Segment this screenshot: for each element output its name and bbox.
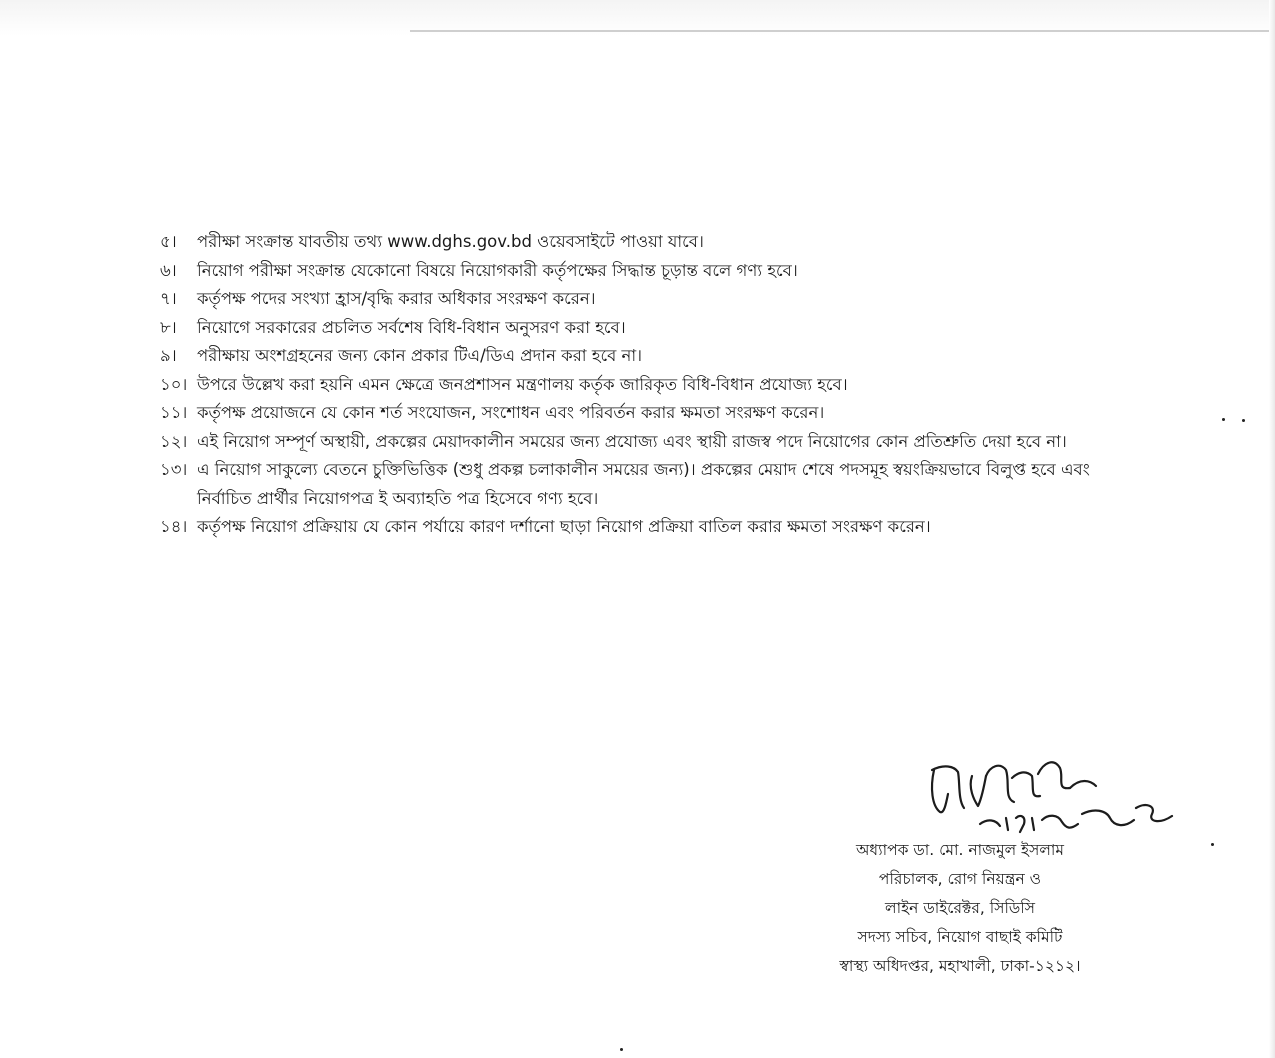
clause-text: কর্তৃপক্ষ প্রয়োজনে যে কোন শর্ত সংযোজন, সংশোধন এবং পরিবর্তন করার ক্ষমতা সংরক্ষণ করেন।	[197, 403, 825, 422]
clause-number: ১১।	[160, 403, 188, 422]
clause-item	[160, 257, 1135, 286]
scan-edge-right	[1269, 0, 1275, 1058]
clause-text: পরীক্ষা সংক্রান্ত যাবতীয় তথ্য www.dghs.gov.bd ওয়েবসাইটে পাওয়া যাবে।	[197, 232, 704, 251]
signatory-designation: সদস্য সচিব, নিয়োগ বাছাই কমিটি	[857, 928, 1063, 946]
signatory-designation: লাইন ডাইরেক্টর, সিডিসি	[885, 899, 1035, 917]
signature-block	[790, 748, 1240, 1048]
clause-text: এ নিয়োগ সাকুল্যে বেতনে চুক্তিভিত্তিক (শুধু প্রকল্প চলাকালীন সময়ের জন্য)। প্রকল্পের মেয়াদ শেষে পদসমূহ স্বয়ংক্রিয়ভাবে বিলুপ্ত হবে এবং নির্বাচিত প্রার্থীর নিয়োগপত্র ই অব্যাহতি পত্র হিসেবে গণ্য হবে।	[197, 460, 1090, 508]
clause-item	[160, 285, 1135, 314]
clause-number: ৭।	[160, 289, 177, 308]
clause-text: পরীক্ষায় অংশগ্রহনের জন্য কোন প্রকার টিএ/ডিএ প্রদান করা হবে না।	[197, 346, 643, 365]
clause-number: ৫।	[160, 232, 177, 251]
scan-speck	[1211, 843, 1214, 846]
clause-item	[160, 371, 1135, 400]
clause-number: ১৩।	[160, 460, 188, 479]
scan-line	[410, 30, 1275, 32]
clause-number: ৮।	[160, 317, 177, 337]
signatory-name: অধ্যাপক ডা. মো. নাজমুল ইসলাম	[855, 841, 1065, 859]
clause-text: উপরে উল্লেখ করা হয়নি এমন ক্ষেত্রে জনপ্রশাসন মন্ত্রণালয় কর্তৃক জারিকৃত বিধি-বিধান প্রযোজ্য হবে।	[197, 374, 848, 394]
clause-text: নিয়োগে সরকারের প্রচলিত সর্বশেষ বিধি-বিধান অনুসরণ করা হবে।	[197, 317, 626, 337]
clause-text: কর্তৃপক্ষ নিয়োগ প্রক্রিয়ায় যে কোন পর্যায়ে কারণ দর্শানো ছাড়া নিয়োগ প্রক্রিয়া বাতিল করার ক্ষমতা সংরক্ষণ করেন।	[197, 517, 931, 536]
clause-number: ১২।	[160, 431, 188, 451]
clause-text: নিয়োগ পরীক্ষা সংক্রান্ত যেকোনো বিষয়ে নিয়োগকারী কর্তৃপক্ষের সিদ্ধান্ত চূড়ান্ত বলে গণ্য হবে।	[197, 260, 798, 280]
clause-list	[160, 228, 1135, 542]
clause-item	[160, 228, 1135, 257]
clause-number: ১৪।	[160, 517, 188, 536]
clause-item	[160, 428, 1135, 457]
scan-speck	[1242, 419, 1245, 422]
scan-speck	[1222, 418, 1225, 421]
clause-item	[160, 314, 1135, 343]
clause-item	[160, 513, 1135, 542]
clause-number: ১০।	[160, 374, 188, 394]
clause-text: কর্তৃপক্ষ পদের সংখ্যা হ্রাস/বৃদ্ধি করার অধিকার সংরক্ষণ করেন।	[197, 289, 596, 308]
signatory-office: স্বাস্থ্য অধিদপ্তর, মহাখালী, ঢাকা-১২১২।	[839, 957, 1081, 975]
clause-number: ৬।	[160, 260, 177, 280]
signatory-details	[790, 836, 1130, 981]
signatory-designation: পরিচালক, রোগ নিয়ন্ত্রন ও	[878, 870, 1042, 888]
clause-text: এই নিয়োগ সম্পূর্ণ অস্থায়ী, প্রকল্পের মেয়াদকালীন সময়ের জন্য প্রযোজ্য এবং স্থায়ী রাজস্ব পদে নিয়োগের কোন প্রতিশ্রুতি দেয়া হবে না।	[197, 431, 1067, 451]
clause-item	[160, 342, 1135, 371]
clause-item	[160, 456, 1135, 513]
scan-speck	[620, 1048, 623, 1051]
handwritten-signature	[920, 748, 1190, 838]
clause-number: ৯।	[160, 346, 177, 365]
clause-item	[160, 399, 1135, 428]
